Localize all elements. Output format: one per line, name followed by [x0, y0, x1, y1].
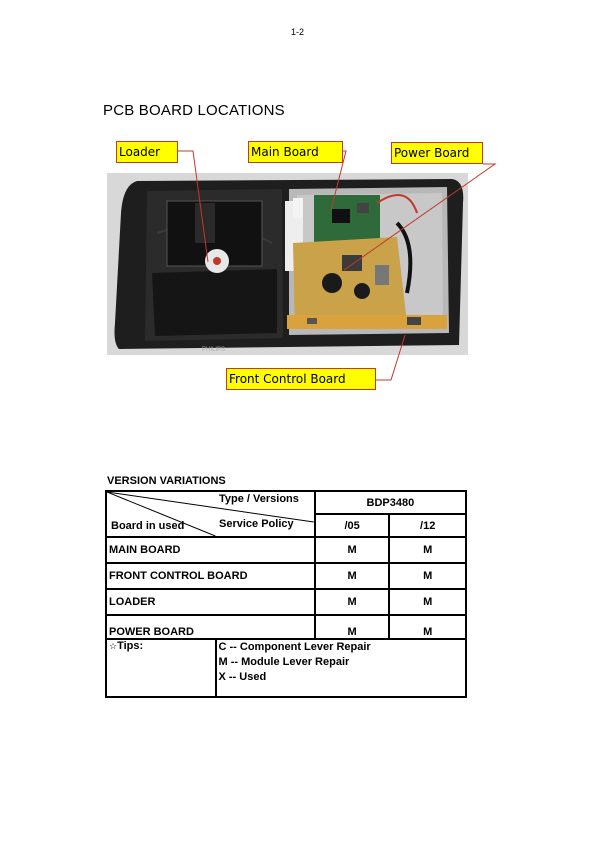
model-header: BDP3480 [315, 491, 466, 514]
service-policy-label: Service Policy [219, 518, 294, 530]
version-variations-table [105, 490, 467, 698]
table-row [106, 615, 466, 639]
tip-line-module: M -- Module Lever Repair [218, 656, 350, 668]
callout-power-board: Power Board [391, 142, 483, 164]
brand-mark: PHILIPS [202, 347, 226, 353]
callout-main-board: Main Board [248, 141, 343, 163]
version-variations-heading: VERSION VARIATIONS [107, 475, 226, 487]
policy-value: M [389, 563, 466, 589]
policy-value: M [389, 615, 466, 639]
board-in-used-label: Board in used [111, 520, 185, 532]
table-row [106, 563, 466, 589]
board-name: MAIN BOARD [106, 537, 315, 563]
policy-value: M [389, 537, 466, 563]
tips-label-cell [106, 639, 216, 697]
tips-legend [216, 639, 467, 697]
board-name: LOADER [106, 589, 315, 615]
page-number: 1-2 [290, 27, 304, 37]
policy-value: M [315, 563, 390, 589]
type-versions-label: Type / Versions [219, 493, 299, 505]
policy-value: M [315, 537, 390, 563]
tips-label: Tips: [117, 640, 144, 652]
table-row [106, 589, 466, 615]
board-name: POWER BOARD [106, 615, 315, 639]
board-name: FRONT CONTROL BOARD [106, 563, 315, 589]
star-icon: ☆ [109, 641, 118, 651]
table-row [106, 537, 466, 563]
tip-line-used: X -- Used [218, 671, 267, 683]
version-header-05: /05 [315, 514, 390, 537]
policy-value: M [315, 615, 390, 639]
page-title: PCB BOARD LOCATIONS [103, 102, 285, 119]
policy-value: M [389, 589, 466, 615]
callout-loader: Loader [116, 141, 178, 163]
table-header-diagonal-cell [106, 491, 315, 537]
callout-front-control-board: Front Control Board [226, 368, 376, 390]
tip-line-component: C -- Component Lever Repair [218, 641, 371, 653]
policy-value: M [315, 589, 390, 615]
board-photo [107, 173, 468, 355]
version-header-12: /12 [389, 514, 466, 537]
